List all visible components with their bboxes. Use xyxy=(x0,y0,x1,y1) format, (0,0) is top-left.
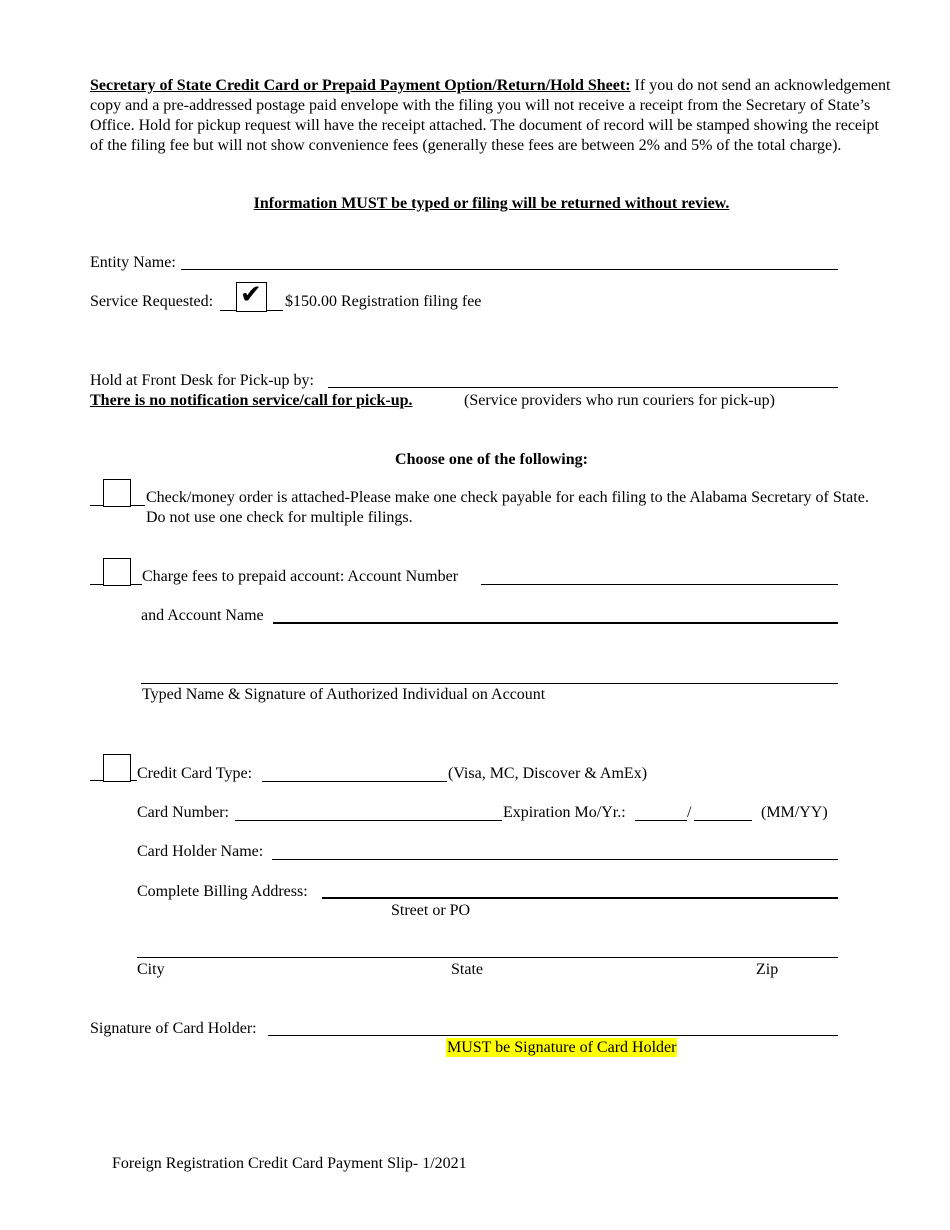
billing-street-field[interactable] xyxy=(322,897,838,899)
card-holder-name-field[interactable] xyxy=(272,859,838,860)
entity-name-label: Entity Name: xyxy=(90,254,176,271)
expiration-label: Expiration Mo/Yr.: xyxy=(503,804,626,821)
intro-paragraph xyxy=(90,76,895,156)
signature-label: Signature of Card Holder: xyxy=(90,1020,257,1037)
hold-label: Hold at Front Desk for Pick-up by: xyxy=(90,372,314,389)
footer-text: Foreign Registration Credit Card Payment Slip- 1/2021 xyxy=(112,1155,467,1172)
card-number-field[interactable] xyxy=(235,820,502,821)
billing-address-label: Complete Billing Address: xyxy=(137,883,308,900)
card-type-field[interactable] xyxy=(262,781,447,782)
city-caption: City xyxy=(137,961,165,978)
typed-notice: Information MUST be typed or filing will be returned without review. xyxy=(253,195,730,212)
prepaid-option-checkbox[interactable] xyxy=(103,558,131,586)
card-number-label: Card Number: xyxy=(137,804,229,821)
account-number-label: Charge fees to prepaid account: Account Number xyxy=(142,568,459,585)
card-type-note: (Visa, MC, Discover & AmEx) xyxy=(448,765,648,782)
card-type-label: Credit Card Type: xyxy=(137,765,253,782)
credit-option-checkbox[interactable] xyxy=(103,754,131,782)
no-notification-text: There is no notification service/call for pick-up. xyxy=(90,392,413,409)
expiration-year-field[interactable] xyxy=(694,820,752,821)
city-state-zip-field[interactable] xyxy=(137,957,838,958)
expiration-month-field[interactable] xyxy=(635,820,687,821)
choose-heading: Choose one of the following: xyxy=(395,451,588,468)
must-signature-note: MUST be Signature of Card Holder xyxy=(447,1039,677,1056)
street-caption: Street or PO xyxy=(391,902,471,919)
service-checkbox[interactable] xyxy=(236,282,267,312)
expiration-separator: / xyxy=(687,804,692,821)
authorized-signature-caption: Typed Name & Signature of Authorized Individual on Account xyxy=(142,686,546,703)
providers-note: (Service providers who run couriers for pick-up) xyxy=(464,392,776,409)
signature-field[interactable] xyxy=(268,1035,838,1036)
state-caption: State xyxy=(451,961,483,978)
account-name-label: and Account Name xyxy=(141,607,264,624)
service-requested-label: Service Requested: xyxy=(90,293,214,310)
entity-name-field[interactable] xyxy=(181,269,838,270)
check-option-text: Check/money order is attached-Please make one check payable for each filing to the Alabama Secretary of State. Do not use one check for multiple filings. xyxy=(146,489,869,526)
card-holder-name-label: Card Holder Name: xyxy=(137,843,264,860)
hold-field[interactable] xyxy=(328,387,838,388)
account-name-field[interactable] xyxy=(273,622,838,624)
zip-caption: Zip xyxy=(756,961,779,978)
check-option-checkbox[interactable] xyxy=(103,479,131,507)
checkmark-icon: ✔ xyxy=(240,280,262,310)
authorized-signature-field[interactable] xyxy=(141,683,838,684)
account-number-field[interactable] xyxy=(481,584,838,585)
intro-heading: Secretary of State Credit Card or Prepaid Payment Option/Return/Hold Sheet: xyxy=(90,77,631,94)
service-fee-text: $150.00 Registration filing fee xyxy=(285,293,482,310)
expiration-format: (MM/YY) xyxy=(761,804,828,821)
intro-body: If you do not send an acknowledgement copy and a pre-addressed postage paid envelope with the filing you will not receive a receipt from the Secretary of State’s Office. Hold for pickup request will have the receipt attached. The document of record will be stamped showing the receipt of the filing fee but will not show convenience fees (generally these fees are between 2% and 5% of the total charge). xyxy=(90,77,891,154)
